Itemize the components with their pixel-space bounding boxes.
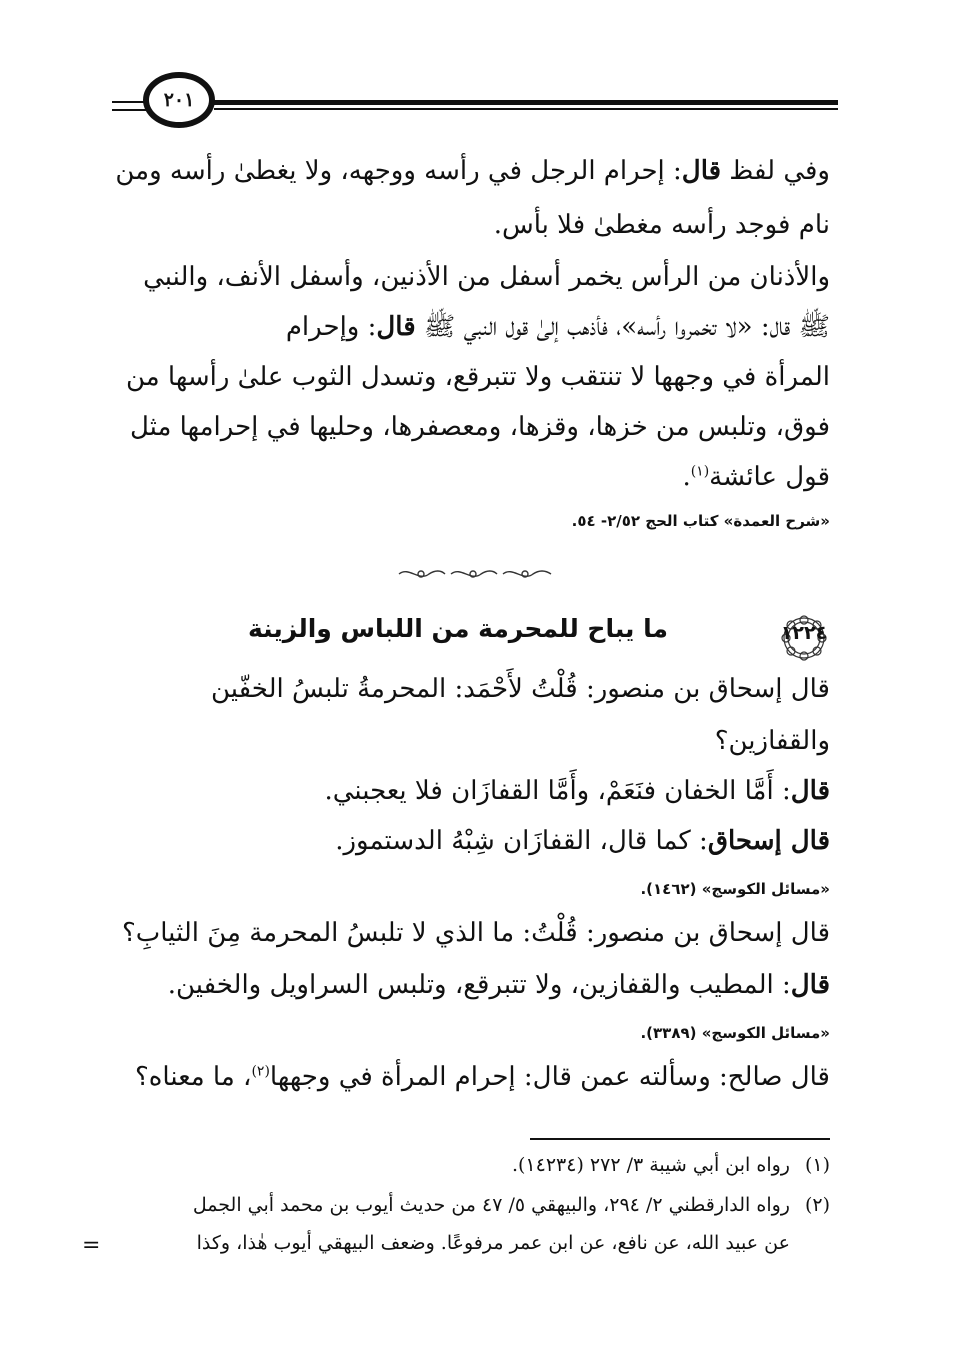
bold-text: قال [790,776,830,806]
text-span: والقفازين؟ [714,726,830,756]
text-line [682,462,830,493]
text-line [494,210,830,241]
page-number: ٢٠١ [163,89,195,111]
text-span: ﷺ قال: «لا تخمروا رأسه»، فأذهب إلىٰ قول النبي ﷺ [415,312,830,342]
footnote-rule [530,1138,830,1140]
text-span: قول عائشة [709,462,830,492]
text-line [143,262,830,293]
text-span: : وإحرام [285,312,377,342]
bold-text: قال [681,156,722,186]
footnote-text: عن عبيد الله، عن نافع، عن ابن عمر مرفوعًا. وضعف البيهقي أيوب هٰذا، وكذا [196,1232,790,1254]
text-line [335,826,830,857]
text-span: وفي لفظ [721,156,830,186]
ornament-divider [395,566,555,582]
text-span: : المطيب والقفازين، ولا تتبرقع، وتلبس السراويل والخفين. [167,970,791,1000]
source-citation: «شرح العمدة» كتاب الحج ٢/٥٢- ٥٤. [571,512,830,530]
entry-number: ١٢٢٤ [780,622,828,644]
footnote-2 [193,1194,830,1216]
text-span: والأذنان من الرأس يخمر أسفل من الأذنين، وأسفل الأنف، والنبي [143,262,830,292]
text-line [130,412,830,443]
text-span: قال صالح: وسألته عمن قال: إحرام المرأة في وجهها [269,1062,830,1092]
section-heading: ما يباح للمحرمة من اللباس والزينة [248,614,668,643]
source-citation: «مسائل الكوسج» (٣٣٨٩). [640,1024,830,1042]
footnote-1 [512,1154,830,1176]
text-span: المرأة في وجهها لا تنتقب ولا تتبرقع، وتسدل الثوب علىٰ رأسها من [125,362,830,392]
header-rule-thick [214,100,838,105]
text-span: قال إسحاق بن منصور: قُلْتُ لأَحْمَد: المحرمةُ تلبسُ الخفّين [211,674,830,704]
text-line [168,970,830,1001]
text-span: : أَمَّا الخفان فنَعَمْ، وأَمَّا القفازَان فلا يعجبني. [324,776,791,806]
text-span: . [682,462,691,492]
footnote-ref: (٢) [251,1063,270,1080]
footnote-mark: (١) [804,1154,830,1176]
footnote-ref: (١) [690,463,710,480]
footnote-text: رواه الدارقطني ٢/ ٢٩٤، والبيهقي ٥/ ٤٧ من حديث أيوب بن محمد أبي الجمل [192,1194,790,1216]
text-span: فوق، وتلبس من خزها، وقزها، ومعصفرها، وحليها في إحرامها مثل [129,412,830,442]
text-line [324,776,830,807]
text-line [115,156,830,187]
page-number-badge [143,72,215,128]
footnote-text: رواه ابن أبي شيبة ٣/ ٢٧٢ (١٤٢٣٤). [511,1154,790,1176]
text-line [715,726,830,757]
text-span: ، ما معناه؟ [135,1062,252,1092]
continuation-mark: = [82,1233,101,1258]
bold-text: قال [790,970,830,1000]
text-span: نام فوجد رأسه مغطىٰ فلا بأس. [493,210,830,240]
source-citation: «مسائل الكوسج» (١٤٦٢). [640,880,830,898]
text-line [135,1062,830,1093]
footnote-2-continued [197,1232,830,1254]
text-line [211,674,830,705]
text-line [286,312,830,343]
bold-text: قال [376,312,416,342]
header-rule-thin [214,108,838,110]
text-line [126,362,830,393]
text-span: قال إسحاق بن منصور: قُلْتُ: ما الذي لا تلبسُ المحرمة مِنَ الثيابِ؟ [121,918,830,948]
footnote-mark: (٢) [804,1194,830,1216]
text-span: : كما قال، القفازَان شِبْهُ الدستموز. [335,826,708,856]
text-line [122,918,830,949]
bold-text: قال إسحاق [707,826,830,856]
text-span: : إحرام الرجل في رأسه ووجهه، ولا يغطىٰ رأسه ومن [115,156,682,186]
